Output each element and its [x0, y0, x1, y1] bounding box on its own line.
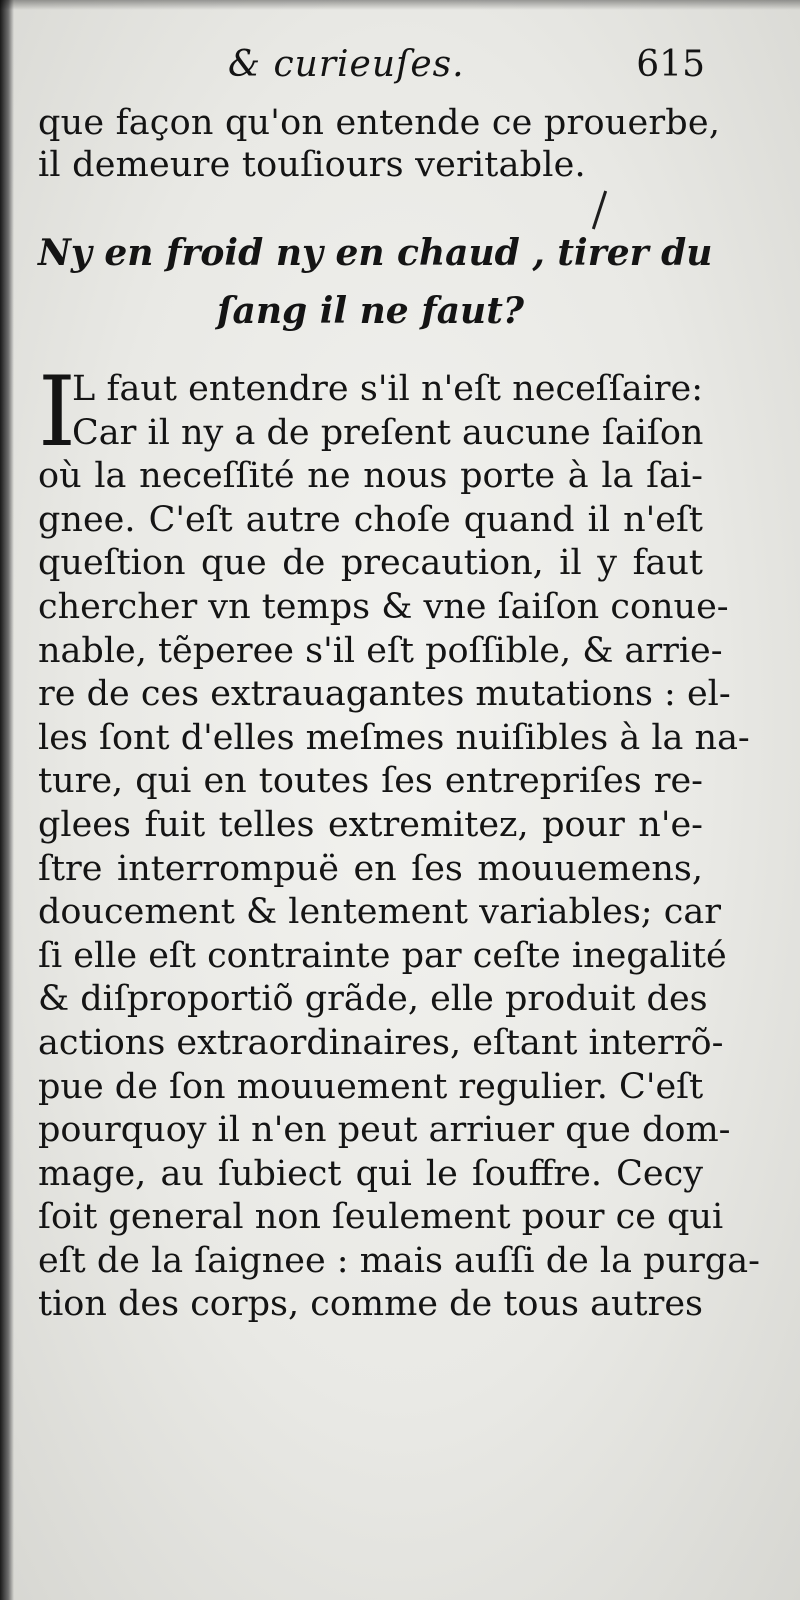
text-line: nable, tẽperee s'il eſt poſſible, & arrie- — [38, 630, 723, 671]
page-text-block — [38, 40, 760, 1327]
text-line: ſi elle eſt contrainte par ceſte inegalité — [38, 935, 727, 976]
text-line: actions extraordinaires, eſtant interrõ- — [38, 1022, 724, 1063]
text-line: doucement & lentement variables; car — [38, 892, 721, 933]
lead-paragraph — [38, 102, 721, 186]
text-line: glees fuit telles extremitez, pour n'e- — [38, 804, 703, 845]
text-line: queſtion que de precaution, il y faut — [38, 543, 703, 584]
text-line: tion des corps, comme de tous autres — [38, 1284, 703, 1325]
page-number: 615 — [636, 44, 705, 85]
text-line: & diſproportiõ grãde, elle produit des — [38, 979, 708, 1020]
body-paragraph — [38, 356, 760, 1327]
text-line: L faut entendre s'il n'eſt neceſſaire: — [72, 369, 703, 409]
page-header — [38, 40, 703, 102]
running-title: & curieuſes. — [228, 44, 465, 85]
text-line: les ſont d'elles meſmes nuiſibles à la na- — [38, 717, 750, 758]
text-line: ture, qui en toutes ſes entrepriſes re- — [38, 761, 703, 802]
text-line: il demeure touſiours veritable. — [38, 145, 586, 185]
text-line: pourquoy il n'en peut arriuer que dom- — [38, 1110, 731, 1151]
text-line: mage, au ſubiect qui le ſouffre. Cecy — [38, 1153, 703, 1194]
text-line: ſoit general non ſeulement pour ce qui — [38, 1197, 724, 1238]
text-line: gnee. C'eſt autre choſe quand il n'eſt — [38, 499, 703, 540]
text-line: ſtre interrompuë en ſes mouuemens, — [38, 848, 703, 889]
text-line: pue de ſon mouuement regulier. C'eſt — [38, 1066, 704, 1107]
heading-line: ſang il ne faut? — [217, 290, 524, 332]
text-line: que façon qu'on entende ce prouerbe, — [38, 103, 721, 143]
page-gutter-shadow — [0, 0, 14, 1600]
text-line: chercher vn temps & vne ſaiſon conue- — [38, 586, 729, 627]
text-line: Car il ny a de preſent aucune ſaiſon — [72, 412, 704, 453]
text-line: où la neceſſité ne nous porte à la ſai- — [38, 456, 703, 497]
heading-line: Ny en froid ny en chaud , tirer du — [38, 232, 713, 274]
page-top-edge — [0, 0, 800, 10]
text-line: re de ces extrauagantes mutations : el- — [38, 674, 731, 715]
section-heading — [38, 224, 713, 340]
drop-cap: I — [38, 356, 76, 468]
text-line: eſt de la ſaignee : mais auſſi de la purga- — [38, 1240, 760, 1281]
